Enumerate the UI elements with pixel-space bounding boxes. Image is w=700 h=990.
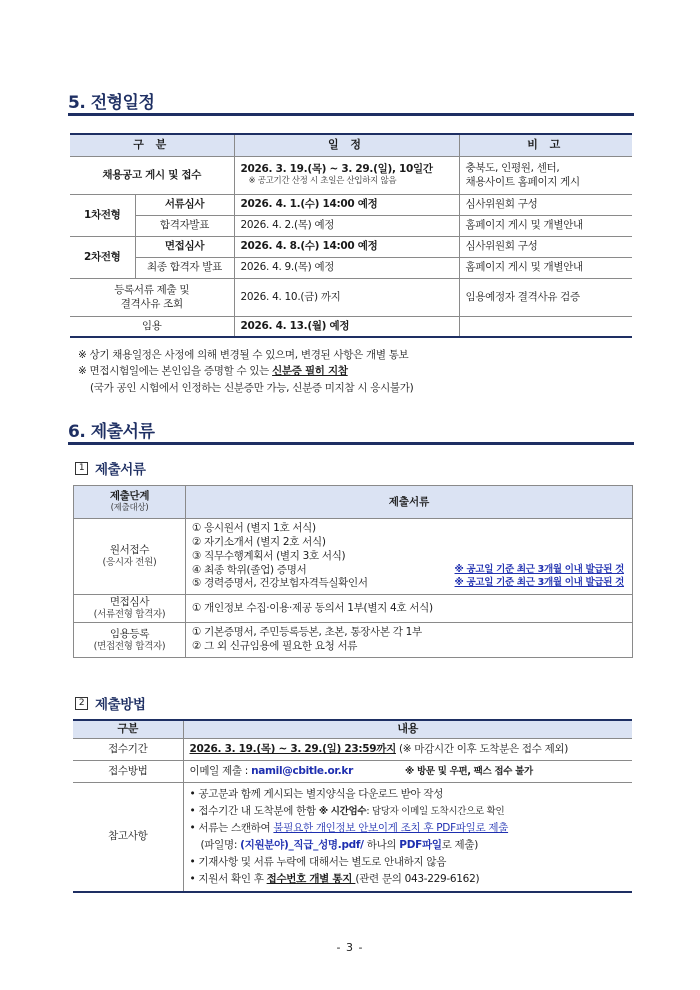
- ref-b4-blue1: (지원분야)_직급_성명.pdf/: [240, 838, 364, 851]
- row-posting-schedule: [234, 156, 459, 194]
- list-item: [192, 522, 632, 536]
- stage2-sched1: 2026. 4. 8.(수) 14:00 예정: [234, 236, 459, 257]
- note-2: [78, 363, 413, 379]
- list-item: [192, 626, 632, 640]
- stage1-remark1: 심사위원회 구성: [459, 194, 632, 215]
- stage1-sched2: 2026. 4. 2.(목) 예정: [234, 215, 459, 236]
- docs-header-stage-main: 제출단계: [109, 490, 150, 503]
- ref-b3-pre: • 서류는 스캔하여: [189, 821, 274, 834]
- posting-remark-line1: 충북도, 인평원, 센터,: [465, 161, 560, 174]
- stage2-remark1: 심사위원회 구성: [459, 236, 632, 257]
- row-posting-remark: [459, 156, 632, 194]
- application-stage-target: (응시자 전원): [102, 557, 157, 569]
- list-item-text: ① 개인정보 수집·이용·제공 동의서 1부(별지 4호 서식): [192, 601, 433, 614]
- list-item-text: ② 자기소개서 (별지 2호 서식): [192, 535, 326, 548]
- ref-b6-pre: • 지원서 확인 후: [189, 872, 267, 885]
- documents-table: [73, 485, 633, 658]
- method-email[interactable]: namil@cbitle.or.kr: [251, 764, 353, 777]
- issue-date-note: ※ 공고일 기준 최근 3개월 이내 발급된 것: [454, 563, 624, 575]
- ref-b4-pre: (파일명:: [200, 838, 241, 851]
- ref-b4-mid: 하나의: [363, 838, 400, 851]
- posting-schedule-note: ※ 공고기간 산정 시 초일은 산입하지 않음: [248, 176, 397, 187]
- sub2-title-text: 제출방법: [95, 697, 146, 713]
- ref-b2-post: : 담당자 이메일 도착시간으로 확인: [366, 805, 505, 817]
- method-pre: 이메일 제출 :: [189, 764, 252, 777]
- docs-header-docs: 제출서류: [186, 486, 633, 519]
- docs-row-appointment-items: [186, 623, 633, 658]
- docs-row-interview-stage: [74, 595, 186, 623]
- list-item: [192, 564, 632, 578]
- note-1: ※ 상기 채용일정은 사정에 의해 변경될 수 있으며, 변경된 사항은 개별 통보: [78, 349, 409, 361]
- row-posting-label: 채용공고 게시 및 접수: [70, 156, 234, 194]
- list-item-text: ① 응시원서 (별지 1호 서식): [192, 522, 316, 534]
- period-value: 2026. 3. 19.(목) ~ 3. 29.(일) 23:59까지: [189, 742, 396, 755]
- appoint-label: 임용: [70, 316, 234, 337]
- section6-title: 6. 제출서류: [68, 422, 155, 442]
- list-item: [192, 577, 632, 591]
- header-remark: 비 고: [459, 134, 632, 156]
- docs-row-application-stage: [74, 519, 186, 595]
- interview-stage-label: 면접심사: [109, 596, 150, 609]
- issue-date-note: ※ 공고일 기준 최근 3개월 이내 발급된 것: [454, 577, 624, 589]
- sub1-number-box: 1: [75, 462, 88, 475]
- stage2-sub1: 면접심사: [135, 236, 234, 257]
- docs-check-schedule: 2026. 4. 10.(금) 까지: [234, 278, 459, 316]
- docs-header-stage-sub: (제출대상): [110, 503, 149, 514]
- list-item-text: ② 그 외 신규임용에 필요한 요청 서류: [192, 640, 358, 653]
- sub1-title: [75, 458, 146, 478]
- reference-content: [183, 782, 632, 892]
- header-category: 구 분: [70, 134, 234, 156]
- stage1-sched1: 2026. 4. 1.(수) 14:00 예정: [234, 194, 459, 215]
- list-item-text: ① 기본증명서, 주민등록등본, 초본, 통장사본 각 1부: [192, 626, 422, 639]
- ref-bullet-4: [190, 837, 633, 854]
- method-label: 접수방법: [73, 760, 183, 782]
- docs-check-label: [70, 278, 234, 316]
- ref-b2-pre: • 접수기간 내 도착분에 한함: [189, 804, 319, 817]
- docs-check-label-line2: 결격사유 조회: [120, 298, 183, 310]
- ref-b3-link: 불필요한 개인정보 안보이게 조치 후 PDF파일로 제출: [273, 821, 509, 834]
- list-item-text: ⑤ 경력증명서, 건강보험자격득실확인서: [192, 577, 368, 590]
- docs-row-application-items: [186, 519, 633, 595]
- section5-title: 5. 전형일정: [68, 93, 155, 113]
- ref-bullet-3: [190, 820, 633, 837]
- list-item: [192, 640, 632, 654]
- stage2-remark2: 홈페이지 게시 및 개별안내: [459, 257, 632, 278]
- note-2-text: ※ 면접시험일에는 본인임을 증명할 수 있는: [78, 365, 273, 378]
- list-item: [192, 550, 632, 564]
- ref-bullet-1: • 공고문과 함께 게시되는 별지양식을 다운로드 받아 작성: [189, 787, 444, 800]
- stage1-remark2: 홈페이지 게시 및 개별안내: [459, 215, 632, 236]
- ref-bullet-2: [190, 803, 633, 820]
- list-item: [192, 602, 632, 616]
- appoint-schedule: 2026. 4. 13.(월) 예정: [234, 316, 459, 337]
- appointment-stage-target: (면접전형 합격자): [93, 640, 166, 652]
- docs-check-remark: 임용예정자 결격사유 검증: [459, 278, 632, 316]
- ref-b2-em: ※ 시간엄수: [318, 805, 367, 817]
- schedule-table: [70, 133, 632, 338]
- posting-remark-line2: 채용사이트 홈페이지 게시: [465, 176, 580, 188]
- stage2-sub2: 최종 합격자 발표: [135, 257, 234, 278]
- ref-b6-post: (관련 문의 043-229-6162): [355, 872, 480, 885]
- period-note: (※ 마감시간 이후 도착분은 접수 제외): [395, 742, 569, 755]
- note-2-emphasis: 신분증 필히 지참: [272, 365, 348, 378]
- list-item-text: ④ 최종 학위(졸업) 증명서: [192, 563, 307, 576]
- period-content: [183, 738, 632, 760]
- stage2-label: 2차전형: [70, 236, 135, 278]
- method-table: [73, 719, 632, 893]
- appoint-remark: [459, 316, 632, 337]
- appointment-stage-label: 임용등록: [109, 627, 150, 640]
- docs-check-label-line1: 등록서류 제출 및: [114, 283, 190, 296]
- ref-b6-em: 접수번호 개별 통지: [266, 872, 356, 885]
- period-label: 접수기간: [73, 738, 183, 760]
- list-item: [192, 536, 632, 550]
- schedule-notes: [78, 347, 413, 396]
- interview-stage-target: (서류전형 합격자): [93, 609, 166, 621]
- stage1-label: 1차전형: [70, 194, 135, 236]
- stage1-sub2: 합격자발표: [135, 215, 234, 236]
- application-stage-label: 원서접수: [109, 544, 150, 557]
- ref-bullet-6: [190, 871, 633, 888]
- note-3: (국가 공인 시험에서 인정하는 신분증만 가능, 신분증 미지참 시 응시불가): [90, 381, 414, 394]
- docs-row-interview-items: [186, 595, 633, 623]
- method-header-content: 내용: [183, 720, 632, 738]
- sub2-title: [75, 693, 146, 713]
- reference-label: 참고사항: [73, 782, 183, 892]
- posting-schedule-main: 2026. 3. 19.(목) ~ 3. 29.(일), 10일간: [240, 163, 433, 176]
- method-header-category: 구분: [73, 720, 183, 738]
- docs-header-stage: [74, 486, 186, 519]
- header-schedule: 일 정: [234, 134, 459, 156]
- stage1-sub1: 서류심사: [135, 194, 234, 215]
- page-number: - 3 -: [336, 941, 364, 954]
- ref-b4-post: 로 제출): [441, 838, 479, 851]
- list-item-text: ③ 직무수행계획서 (별지 3호 서식): [192, 549, 346, 562]
- docs-row-appointment-stage: [74, 623, 186, 658]
- method-note: ※ 방문 및 우편, 팩스 접수 불가: [405, 765, 533, 777]
- sub1-title-text: 제출서류: [95, 462, 146, 478]
- section6-rule: [68, 442, 634, 445]
- sub2-number-box: 2: [75, 697, 88, 710]
- ref-b4-blue2: PDF파일: [399, 838, 442, 851]
- stage2-sched2: 2026. 4. 9.(목) 예정: [234, 257, 459, 278]
- ref-bullet-5: • 기재사항 및 서류 누락에 대해서는 별도로 안내하지 않음: [189, 855, 447, 868]
- section5-rule: [68, 113, 634, 116]
- method-content: [183, 760, 632, 782]
